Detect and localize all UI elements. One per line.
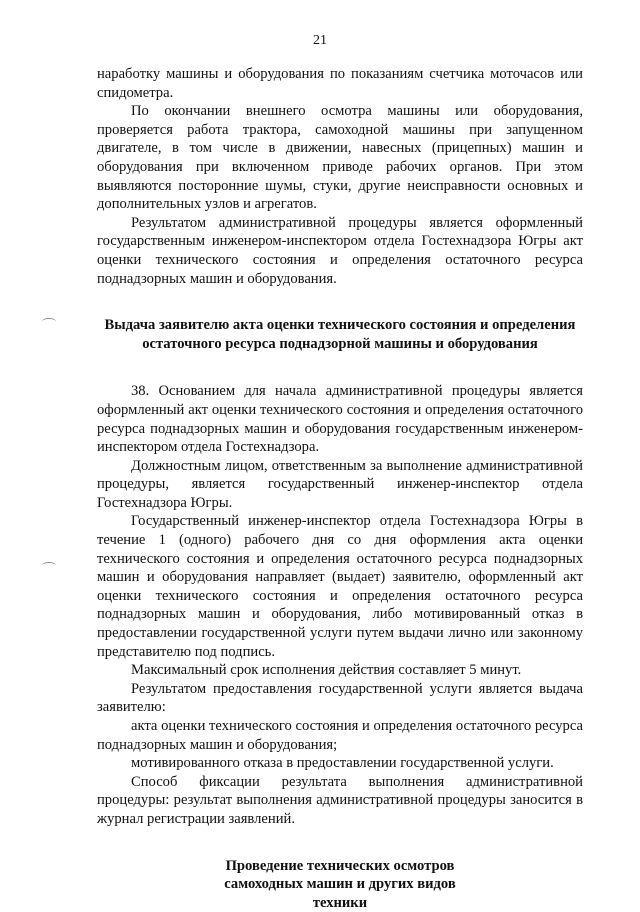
paragraph-procedure-result: Результатом административной процедуры является оформленный государственным инженером-инспектором отдела Гостехнадзора Югры акт оценки технического состояния и определения остаточного ресурса поднадзорных машин и оборудования. xyxy=(97,214,583,287)
paragraph-result-act: акта оценки технического состояния и определения остаточного ресурса поднадзорных машин и оборудования; xyxy=(97,718,583,753)
paragraph-result-recording: Способ фиксации результата выполнения административной процедуры: результат выполнения административной процедуры заносится в журнал регистрации заявлений. xyxy=(97,773,583,827)
paragraph-clause-38: 38. Основанием для начала административной процедуры является оформленный акт оценки технического состояния и определения остаточного ресурса поднадзорных машин и оборудования государственным инженером-инспектором отдела Гостехнадзора. xyxy=(97,383,583,456)
margin-mark xyxy=(42,318,56,325)
page-number: 21 xyxy=(313,33,327,48)
paragraph-responsible-official: Должностным лицом, ответственным за выполнение административной процедуры, является государственный инженер-инспектор отдела Гостехнадзора Югры. xyxy=(97,457,583,511)
document-body xyxy=(97,65,583,912)
paragraph-inspection-check: По окончании внешнего осмотра машины или оборудования, проверяется работа трактора, самоходной машины при запущенном двигателе, в том числе в движении, навесных (прицепных) машин и оборудования при включенном приводе рабочих органов. При этом выявляются посторонние шумы, стуки, другие неисправности основных и дополнительных узлов и агрегатов. xyxy=(97,103,583,213)
section-heading-act-issuance: Выдача заявителю акта оценки технического состояния и определения остаточного ресурса поднадзорной машины и оборудования xyxy=(104,317,576,352)
paragraph-max-duration: Максимальный срок исполнения действия составляет 5 минут. xyxy=(131,662,522,679)
section-heading-technical-inspections: Проведение технических осмотров самоходных машин и других видов техники xyxy=(224,857,456,911)
paragraph-odometer: наработку машины и оборудования по показаниям счетчика моточасов или спидометра. xyxy=(97,66,583,101)
margin-mark xyxy=(42,562,56,569)
paragraph-service-result: Результатом предоставления государственной услуги является выдача заявителю: xyxy=(97,680,583,716)
paragraph-issuance-term: Государственный инженер-инспектор отдела Гостехнадзора Югры в течение 1 (одного) рабочего дня со дня оформления акта оценки технического состояния и определения остаточного ресурса поднадзорных машин и оборудования направляет (выдает) заявителю, оформленный акт оценки технического состояния и определения остаточного ресурса поднадзорных машин и оборудования, либо мотивированный отказ в предоставлении государственной услуги путем выдачи лично или законному представителю под подпись. xyxy=(97,513,583,660)
paragraph-result-refusal: мотивированного отказа в предоставлении государственной услуги. xyxy=(131,755,554,772)
